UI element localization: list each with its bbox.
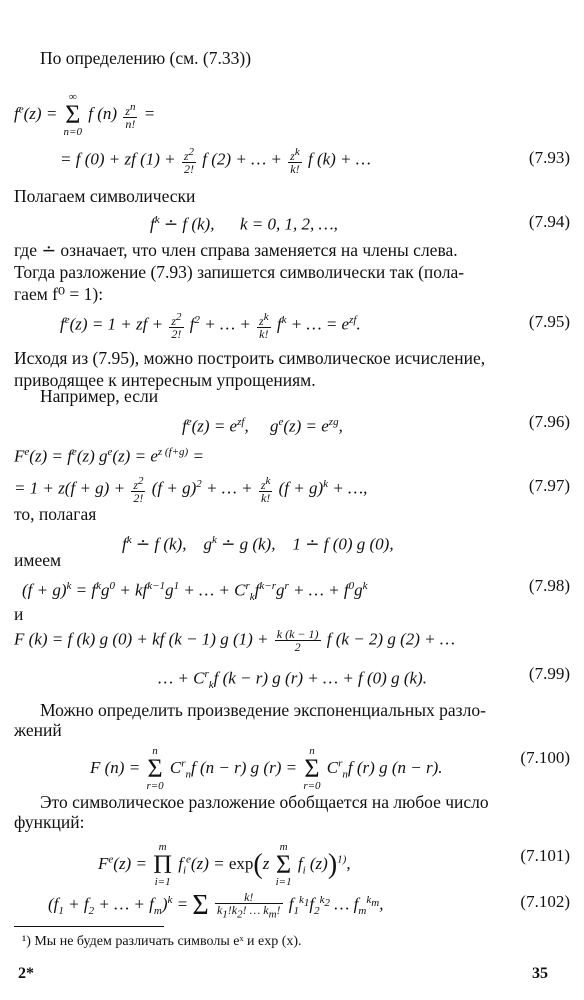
equation-7-94: $f^k$ ∸ f (k), k = 0, 1, 2, …, xyxy=(150,214,338,234)
explanation-line-3: гаем f⁰ = 1): xyxy=(14,284,104,304)
sum-symbol: ∞ Σ n=0 xyxy=(63,91,82,138)
page-number: 35 xyxy=(532,965,548,982)
equation-7-100: F (n) = n Σ r=0 $C^r_nf$ (n − r) g (r) = n Σ r=0 $C^r_nf$ (r) g (n − r). xyxy=(90,745,443,792)
eq-number-7-99: (7.99) xyxy=(528,664,570,683)
signature-mark: 2* xyxy=(18,965,34,982)
product-paragraph-line-1: Можно определить произведение экспоненциальных разло- xyxy=(40,700,486,720)
symbolic-substitution: $f^k$ ∸ f (k), $g^k$ ∸ g (k), 1 ∸ f (0) g (0), xyxy=(122,534,394,554)
eq-number-7-98: (7.98) xyxy=(528,576,570,595)
eq-number-7-94: (7.94) xyxy=(528,212,570,231)
and-text: и xyxy=(14,604,24,624)
example-text: Например, если xyxy=(40,386,159,406)
equation-7-98: $(f + g)^k = f^kg^0 + kf^{k-1}g^1$ + … + $C^r_kf^{k-r}g^r$ + … + $f^0g^k$ xyxy=(22,580,368,604)
equation-7-93-line1: $f^e(z)$ = ∞ Σ n=0 f (n) $\frac{z^n}{n!}$ = xyxy=(14,91,156,138)
explanation-line-2: Тогда разложение (7.93) запишется символически так (пола- xyxy=(14,262,465,282)
eq-number-7-97: (7.97) xyxy=(528,476,570,495)
eq-number-7-102: (7.102) xyxy=(520,892,570,911)
eq-number-7-96: (7.96) xyxy=(528,412,570,431)
eq-number-7-101: (7.101) xyxy=(520,846,570,865)
explanation-line-1: где ∸ означает, что член справа заменяется на члены слева. xyxy=(14,240,458,260)
equation-7-93-line2: = f (0) + zf (1) + $\frac{z^2}{2!}$ f (2) + … + $\frac{z^k}{k!}$ f (k) + … xyxy=(60,146,371,176)
eq-number-7-93: (7.93) xyxy=(528,148,570,167)
footnote: ¹) Мы не будем различать символы eˣ и exp (x). xyxy=(22,934,302,949)
equation-7-99-line1: F (k) = f (k) g (0) + kf (k − 1) g (1) + $\frac{k (k - 1)}{2}$ f (k − 2) g (2) + … xyxy=(14,627,455,654)
footnote-divider xyxy=(14,926,164,927)
equation-7-95: $f^e(z) = 1$ + zf + $\frac{z^2}{2!}$ $f^2$ + … + $\frac{z^k}{k!}$ $f^k$ + … = $e^{zf}$. xyxy=(60,311,361,342)
equation-7-101: $F^e(z) = m$ Π i=1 $f_i^e(z) = \exp(z$ m Σ i=1 $f_i$ (z))$^{1)}$, xyxy=(98,841,351,888)
generalization-line-2: функций: xyxy=(14,812,85,832)
generalization-line-1: Это символическое разложение обобщается на любое число xyxy=(40,792,489,812)
equation-7-96: $f^e(z) = e^{zf}$, $g^e(z) = e^{zg}$, xyxy=(182,416,343,436)
then-text: то, полагая xyxy=(14,504,97,524)
equation-7-97-line1: $F^e(z) = f^e(z) g^e(z) = e^{z (f+g)}$ = xyxy=(14,446,204,466)
intro-text: По определению (см. (7.33)) xyxy=(40,48,252,68)
paragraph-line-1: Исходя из (7.95), можно построить символическое исчисление, xyxy=(14,348,486,368)
product-paragraph-line-2: жений xyxy=(14,720,62,740)
have-text: имеем xyxy=(14,550,62,570)
eq-number-7-100: (7.100) xyxy=(520,748,570,767)
paragraph-line-2: приводящее к интересным упрощениям. xyxy=(14,370,316,390)
equation-7-99-line2: … + $C^r_kf$ (k − r) g (r) + … + f (0) g (k). xyxy=(158,668,427,692)
equation-7-97-line2: = 1 + z(f + g) + $\frac{z^2}{2!}$ $(f + g)^2$ + … + $\frac{z^k}{k!}$ $(f + g)^k$ + …, xyxy=(14,475,368,506)
equation-7-102: ($f_1 + f_2$ + … + $f_m)^k = \Sigma$ $\frac{k!}{k_1!k_2! \dots k_m!}$ $f_1^{k_1}f_2^{k_2}$ … $f_m^{k_m}$, xyxy=(48,889,384,921)
symbolic-intro-text: Полагаем символически xyxy=(14,186,196,206)
eq-number-7-95: (7.95) xyxy=(528,312,570,331)
